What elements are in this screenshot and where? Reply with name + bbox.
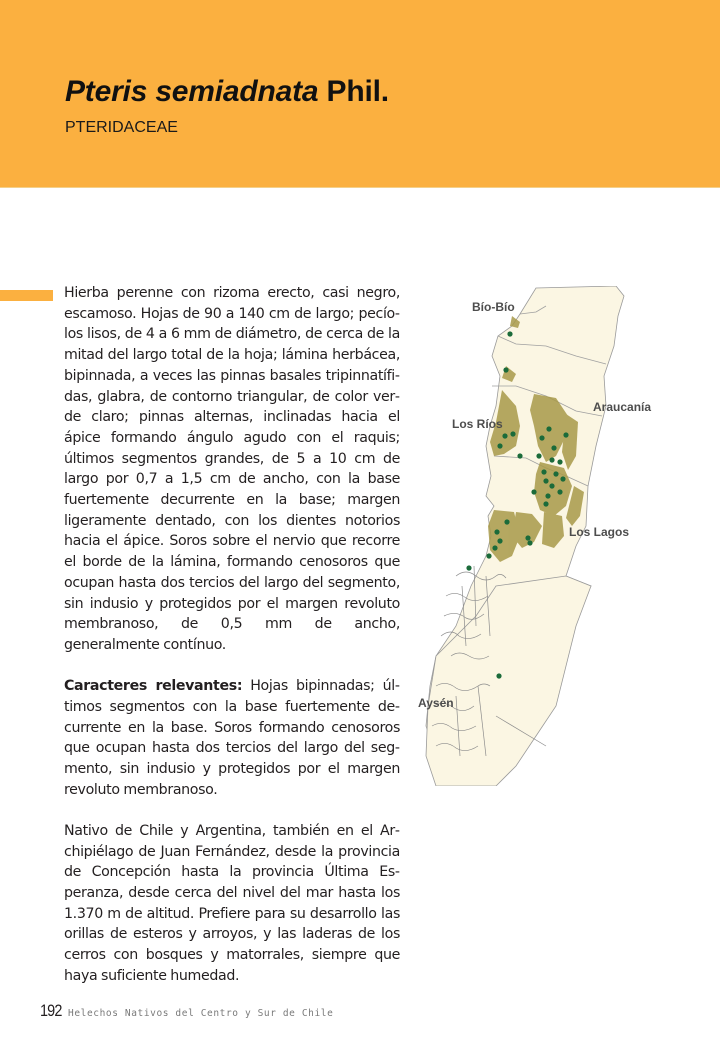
region-label-biobio: Bío-Bío (472, 300, 515, 314)
region-label-aysen: Aysén (418, 696, 454, 710)
family-name: PTERIDACEAE (65, 119, 178, 136)
book-title: Helechos Nativos del Centro y Sur de Chile (68, 1008, 334, 1019)
region-label-los-lagos: Los Lagos (569, 525, 630, 539)
species-title (65, 74, 389, 110)
description-paragraph: Hierba perenne con rizoma erecto, casi negro, escamoso. Hojas de 90 a 140 cm de largo; pecíolos lisos, de 4 a 6 mm de diámetro, de cerca de la mitad del largo total de la hoja; lámina herbácea, bipinnada, a veces las pinnas basales tripinnatífidas, glabra, de contorno triangular, de color verde claro; pinnas alternas, inclinadas hacia el ápice formando ángulo agudo con el raquis; últimos segmentos grandes, de 5 a 10 cm de largo por 0,7 a 1,5 cm de ancho, con la base fuertemente decurrente en la base; margen ligeramente dentado, con los dientes notorios hacia el ápice. Soros sobre el nervio que recorre el borde de la lámina, formando cenosoros que ocupan hasta dos tercios del largo del segmento, sin indusio y protegidos por el margen revoluto membranoso, de 0,5 mm de ancho, generalmente contínuo. (64, 285, 400, 653)
relevant-characters-text: Hojas bipinnadas; últimos segmentos con la base fuertemente decurrente en la base. Soros formando cenosoros que ocupan hasta dos tercios del largo del segmento, sin indusio y protegidos por el margen revoluto membranoso. (64, 678, 400, 798)
species-author: Phil. (326, 75, 389, 108)
section-accent-bar (0, 290, 53, 301)
distribution-paragraph: Nativo de Chile y Argentina, también en el Archipiélago de Juan Fernández, desde la provincia de Concepción hasta la provincia Última Esperanza, desde cerca del nivel del mar hasta los 1.370 m de altitud. Prefiere para su desarrollo las orillas de esteros y arroyos, y las laderas de los cerros con bosques y matorrales, siempre que haya suficiente humedad. (64, 822, 400, 984)
header-band (0, 0, 720, 188)
distribution-map (416, 286, 652, 786)
region-label-los-rios: Los Ríos (452, 417, 503, 431)
species-name: Pteris semiadnata (65, 75, 319, 108)
page-number: 192 (40, 1001, 62, 1020)
land-mass-south (426, 576, 591, 786)
region-label-araucania: Araucanía (593, 400, 652, 414)
relevant-characters-label: Caracteres relevantes: (64, 678, 243, 695)
page-footer (40, 1001, 333, 1023)
description-text (64, 283, 400, 1007)
relevant-characters-paragraph (64, 676, 400, 800)
